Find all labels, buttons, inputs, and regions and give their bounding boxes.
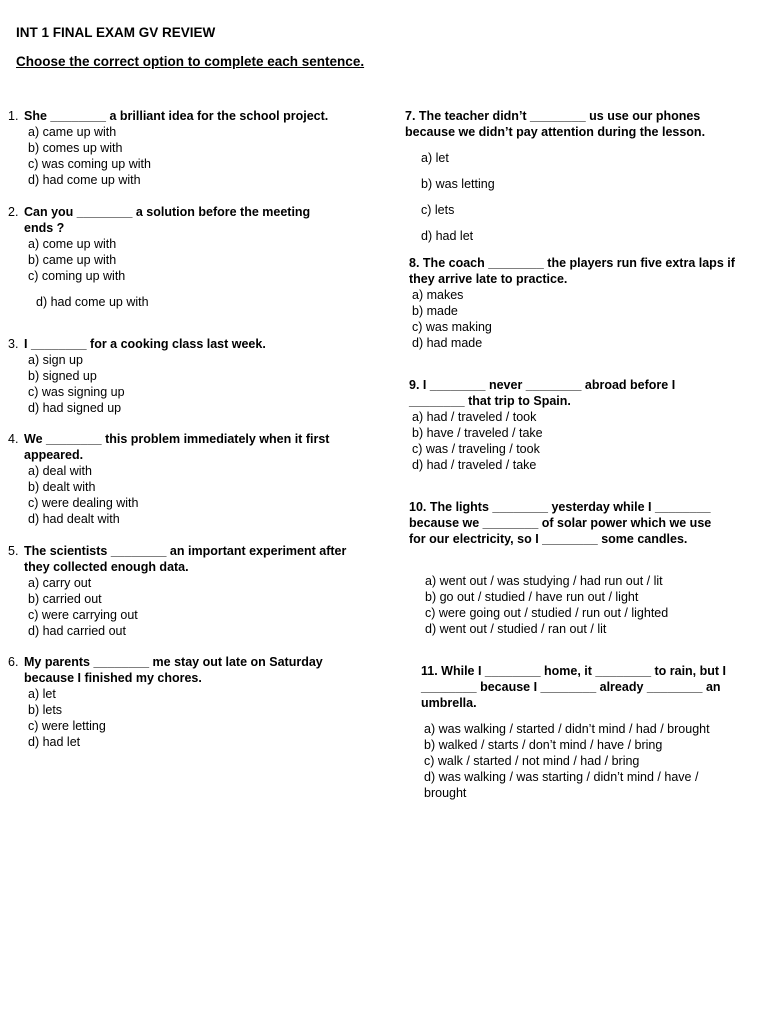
question-number: 2.	[8, 205, 19, 219]
option-d: d) had come up with	[28, 173, 141, 187]
option-a: a) carry out	[28, 576, 92, 590]
instruction: Choose the correct option to complete each sentence.	[16, 54, 365, 69]
question-stem: While I ________ home, it ________ to rain, but I ________ because I ________ already ________ an umbrella.	[421, 664, 727, 710]
question-7	[405, 108, 725, 244]
option-c: c) walk / started / not mind / had / bring	[424, 754, 640, 768]
question-number: 4.	[8, 432, 19, 446]
option-d: d) had let	[421, 229, 474, 243]
question-number: 7.	[405, 109, 416, 123]
question-3	[8, 336, 348, 416]
option-d: d) went out / studied / ran out / lit	[425, 622, 607, 636]
question-5	[8, 543, 348, 639]
option-a: a) went out / was studying / had run out / lit	[425, 574, 663, 588]
option-c: c) were dealing with	[28, 496, 139, 510]
option-d: d) had dealt with	[28, 512, 120, 526]
question-10	[409, 499, 725, 637]
question-number: 5.	[8, 544, 19, 558]
option-c: c) was / traveling / took	[412, 442, 540, 456]
question-stem: Can you ________ a solution before the meeting ends ?	[24, 205, 311, 235]
question-stem: We ________ this problem immediately when it first appeared.	[24, 432, 330, 462]
option-d: d) had made	[412, 336, 483, 350]
option-b: b) comes up with	[28, 141, 123, 155]
question-11	[421, 663, 739, 801]
question-number: 1.	[8, 109, 19, 123]
option-c: c) was coming up with	[28, 157, 151, 171]
option-a: a) was walking / started / didn’t mind / had / brought	[424, 722, 710, 736]
option-c: c) was making	[412, 320, 492, 334]
option-d: d) had / traveled / take	[412, 458, 537, 472]
question-stem: I ________ for a cooking class last week.	[24, 337, 266, 351]
option-a: a) come up with	[28, 237, 117, 251]
option-d: d) had let	[28, 735, 81, 749]
option-c: c) were going out / studied / run out / lighted	[425, 606, 669, 620]
option-a: a) makes	[412, 288, 464, 302]
question-stem: The coach ________ the players run five extra laps if they arrive late to practice.	[409, 256, 735, 286]
option-b: b) signed up	[28, 369, 97, 383]
option-a: a) let	[28, 687, 56, 701]
option-b: b) walked / starts / don’t mind / have / bring	[424, 738, 663, 752]
option-a: a) came up with	[28, 125, 117, 139]
question-1	[8, 108, 348, 188]
question-stem: The scientists ________ an important experiment after they collected enough data.	[24, 544, 347, 574]
option-d: d) had signed up	[28, 401, 122, 415]
question-number: 10.	[409, 500, 427, 514]
question-stem: I ________ never ________ abroad before I ________ that trip to Spain.	[409, 378, 676, 408]
page-title: INT 1 FINAL EXAM GV REVIEW	[16, 25, 216, 40]
question-9	[409, 377, 709, 473]
option-c: c) were carrying out	[28, 608, 138, 622]
option-b: b) came up with	[28, 253, 117, 267]
option-a: a) had / traveled / took	[412, 410, 537, 424]
option-d: d) had carried out	[28, 624, 126, 638]
question-stem: My parents ________ me stay out late on Saturday because I finished my chores.	[24, 655, 323, 685]
option-b: b) carried out	[28, 592, 102, 606]
option-d: d) had come up with	[36, 295, 149, 309]
question-stem: The lights ________ yesterday while I ________ because we ________ of solar power which we use for our electricity, so I ________ some candles.	[409, 500, 712, 546]
option-b: b) was letting	[421, 177, 495, 191]
question-8	[409, 255, 739, 351]
option-a: a) let	[421, 151, 449, 165]
option-c: c) lets	[421, 203, 455, 217]
question-stem: The teacher didn’t ________ us use our phones because we didn’t pay attention during the lesson.	[405, 109, 706, 139]
option-b: b) go out / studied / have run out / light	[425, 590, 639, 604]
question-number: 11.	[421, 664, 438, 678]
option-a: a) sign up	[28, 353, 83, 367]
question-2	[8, 204, 338, 310]
option-c: c) was signing up	[28, 385, 125, 399]
option-b: b) have / traveled / take	[412, 426, 543, 440]
option-d: d) was walking / was starting / didn’t mind / have / brought	[424, 770, 699, 800]
option-b: b) lets	[28, 703, 63, 717]
option-b: b) dealt with	[28, 480, 96, 494]
question-number: 8.	[409, 256, 420, 270]
question-number: 9.	[409, 378, 420, 392]
question-4	[8, 431, 348, 527]
question-number: 3.	[8, 337, 19, 351]
option-c: c) were letting	[28, 719, 106, 733]
question-number: 6.	[8, 655, 19, 669]
question-stem: She ________ a brilliant idea for the school project.	[24, 109, 329, 123]
option-b: b) made	[412, 304, 458, 318]
option-a: a) deal with	[28, 464, 92, 478]
option-c: c) coming up with	[28, 269, 126, 283]
question-6	[8, 654, 348, 750]
